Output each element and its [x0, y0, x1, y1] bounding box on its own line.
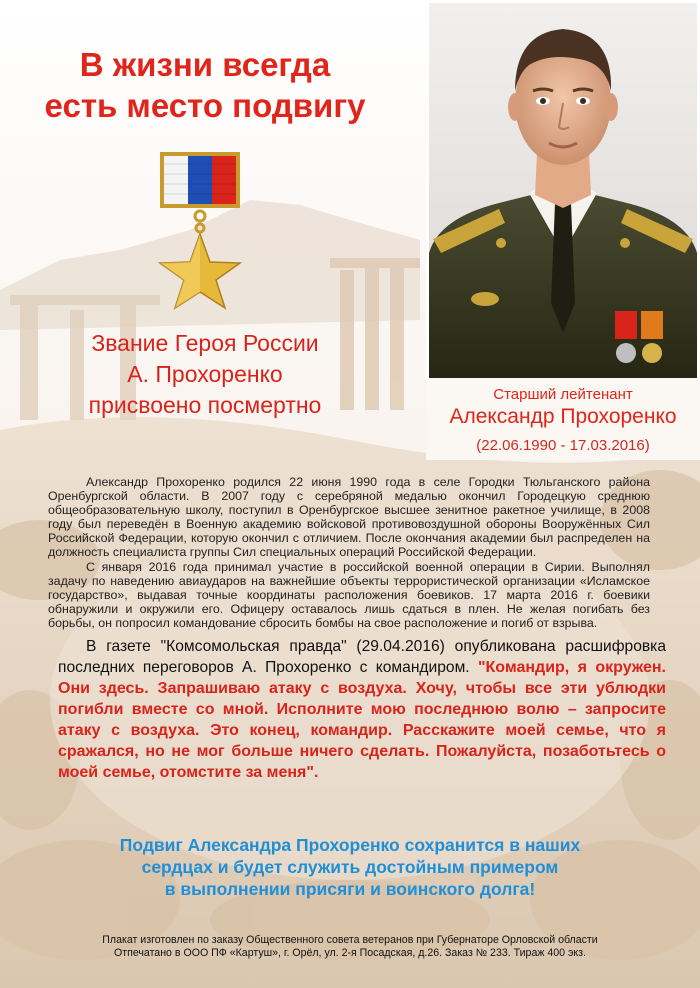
poster-title-line1: В жизни всегда	[79, 46, 331, 83]
closing-line: сердцах и будет служить достойным примером	[141, 857, 559, 877]
hero-title-line: Звание Героя России	[91, 330, 319, 356]
hero-title	[40, 328, 370, 421]
hero-of-russia-gold-star-icon	[150, 150, 250, 320]
last-words-quote: "Командир, я окружен. Они здесь. Запрашиваю атаку с воздуха. Хочу, чтобы все эти ублюдки погибли вместе со мной. Исполните мою последнюю волю – запросите атаку с воздуха. Это конец, командир. Расскажите моей семье, что я сражался, но не мог больше ничего сделать. Пожалуйста, позаботьтесь о моей семье, отомстите за меня".	[58, 659, 666, 781]
portrait-caption	[426, 378, 700, 460]
footer-line: Плакат изготовлен по заказу Общественного совета ветеранов при Губернаторе Орловской области	[102, 934, 598, 946]
closing-line: в выполнении присяги и воинского долга!	[164, 879, 536, 899]
hero-title-line: А. Прохоренко	[127, 361, 283, 387]
imprint-footer	[20, 934, 680, 960]
bio-paragraph: С января 2016 года принимал участие в российской военной операции в Сирии. Выполнял задачу по наведению авиаударов на важнейшие объекты террористической организации «Исламское государство», выдавая точные координаты расположения боевиков. 17 марта 2016 г. боевики обнаружили и окружили его. Офицеру оставалось лишь сдаться в плен. Не желая погибать без борьбы, он попросил командование сбросить бомбы на свое расположение и погиб от взрыва.	[48, 559, 650, 630]
rank-label: Старший лейтенант	[493, 386, 633, 403]
life-dates: (22.06.1990 - 17.03.2016)	[476, 437, 650, 454]
bio-paragraph: Александр Прохоренко родился 22 июня 1990 года в селе Городки Тюльганского района Оренбургской области. В 2007 году с серебряной медалью окончил Городецкую среднюю общеобразовательную школу, поступил в Оренбургское высшее зенитное ракетное училище, в 2008 году был переведён в Военную академию войсковой противовоздушной обороны Вооружённых Сил Российской Федерации, которую окончил с отличием. После окончания академии был распределен на должность специалиста группы Сил специальных операций Российской Федерации.	[48, 475, 650, 560]
poster-title	[20, 44, 390, 126]
biography	[48, 475, 650, 630]
footer-line: Отпечатано в ООО ПФ «Картуш», г. Орёл, ул. 2-я Посадская, д.26. Заказ № 233. Тираж 400 экз.	[114, 947, 586, 959]
poster-title-line2: есть место подвигу	[44, 87, 366, 124]
quote-block	[58, 636, 666, 783]
quote-intro: В газете "Комсомольская правда" (29.04.2016) опубликована расшифровка последних переговоров А. Прохоренко с командиром.	[58, 638, 666, 676]
officer-portrait	[429, 3, 697, 378]
portrait-frame	[426, 0, 700, 378]
closing-line: Подвиг Александра Прохоренко сохранится в наших	[119, 835, 581, 855]
quote-paragraph	[58, 636, 666, 783]
closing-statement	[40, 834, 660, 900]
hero-name: Александр Прохоренко	[449, 405, 677, 428]
hero-title-line: присвоено посмертно	[88, 392, 322, 418]
